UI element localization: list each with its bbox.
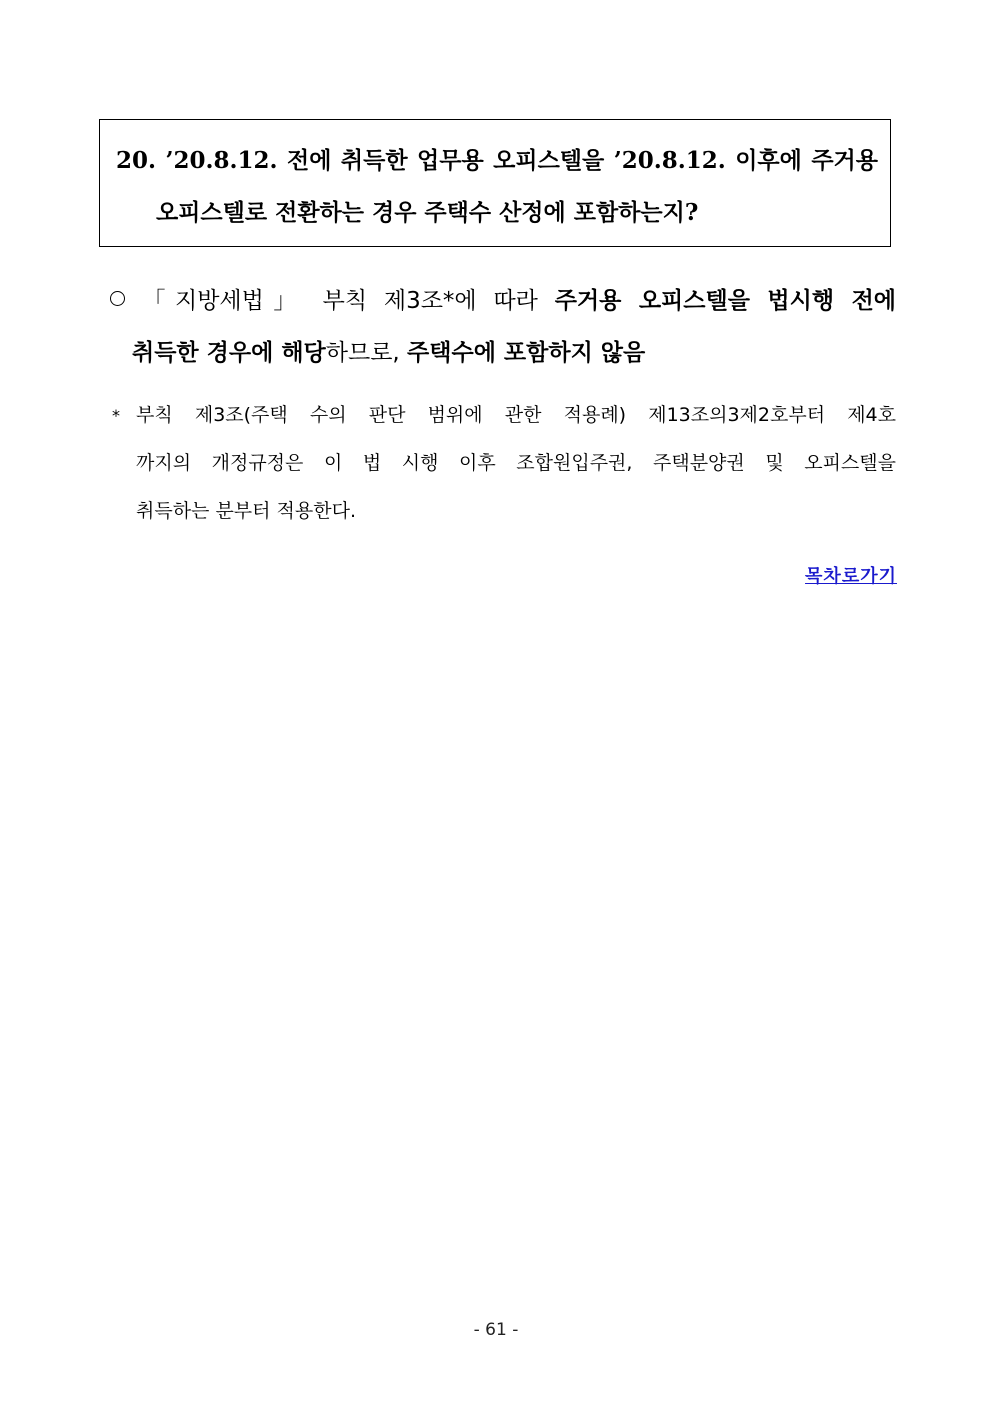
question-line-2: 오피스텔로 전환하는 경우 주택수 산정에 포함하는지? bbox=[156, 199, 699, 226]
footnote-marker: * bbox=[112, 406, 120, 425]
answer-text-regular: 「지방세법」 부칙 제3조*에 따라 bbox=[133, 288, 555, 314]
toc-link[interactable]: 목차로가기 bbox=[805, 566, 897, 587]
question-box bbox=[99, 119, 891, 247]
footnote-line-2: 까지의 개정규정은 이 법 시행 이후 조합원입주권, 주택분양권 및 오피스텔을 bbox=[136, 452, 896, 474]
answer-text-bold: 취득한 경우에 해당 bbox=[132, 340, 326, 366]
circle-bullet-icon bbox=[110, 291, 125, 306]
answer-text-bold: 주거용 오피스텔을 법시행 전에 bbox=[554, 288, 897, 314]
answer-line-2 bbox=[132, 334, 645, 367]
question-line-1: 20. ’20.8.12. 전에 취득한 업무용 오피스텔을 ’20.8.12. 이후에 주거용 bbox=[116, 147, 878, 174]
answer-text-bold: 주택수에 포함하지 않음 bbox=[407, 340, 646, 366]
answer-line-1 bbox=[110, 282, 896, 315]
footnote-line-3: 취득하는 분부터 적용한다. bbox=[136, 500, 357, 522]
answer-text-regular: 하므로, bbox=[325, 340, 408, 366]
footnote-text: 부칙 제3조(주택 수의 판단 범위에 관한 적용례) 제13조의3제2호부터 제4호 bbox=[136, 404, 896, 426]
page-number: - 61 - bbox=[473, 1320, 519, 1340]
footnote-line-1 bbox=[112, 400, 896, 427]
